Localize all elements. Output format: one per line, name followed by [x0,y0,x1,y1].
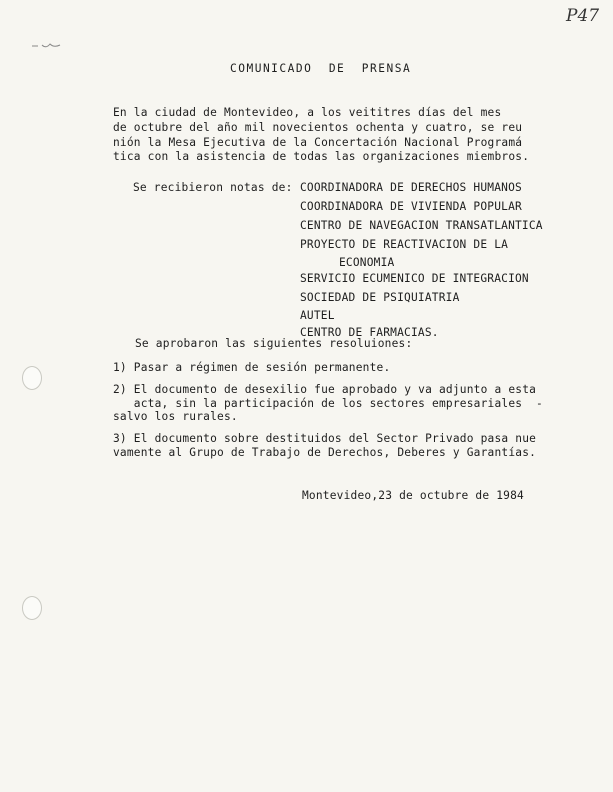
page-marker: P47 [566,6,600,26]
intro-line-3: nión la Mesa Ejecutiva de la Concertación Nacional Programá [113,136,523,149]
org-6: SOCIEDAD DE PSIQUIATRIA [300,291,460,304]
resolution-2-line-3: salvo los rurales. [113,410,238,423]
notes-lead: Se recibieron notas de: [133,181,293,194]
org-1: COORDINADORA DE DERECHOS HUMANOS [300,181,522,194]
resolution-1: 1) Pasar a régimen de sesión permanente. [113,361,391,374]
resolution-3-line-1: 3) El documento sobre destituidos del Sector Privado pasa nue [113,432,537,445]
document-title: COMUNICADO DE PRENSA [230,62,412,75]
resolution-2-line-1: 2) El documento de desexilio fue aprobado y va adjunto a esta [113,383,537,396]
intro-line-4: tica con la asistencia de todas las organizaciones miembros. [113,150,530,163]
intro-line-1: En la ciudad de Montevideo, a los veititres días del mes [113,106,502,119]
org-5: SERVICIO ECUMENICO DE INTEGRACION [300,272,529,285]
intro-line-2: de octubre del año mil novecientos ochenta y cuatro, se reu [113,121,523,134]
org-3: CENTRO DE NAVEGACION TRANSATLANTICA [300,219,543,232]
resolution-3-line-2: vamente al Grupo de Trabajo de Derechos, Deberes y Garantías. [113,446,537,459]
resolutions-lead: Se aprobaron las siguientes resoluiones: [135,337,413,350]
org-2: COORDINADORA DE VIVIENDA POPULAR [300,200,522,213]
org-4: PROYECTO DE REACTIVACION DE LA [300,238,509,251]
resolution-2-line-2: acta, sin la participación de los sectores empresariales - [113,397,543,410]
org-7: AUTEL [300,309,335,322]
binder-hole [22,596,42,620]
org-4-continued: ECONOMIA [339,256,395,269]
org-8: CENTRO DE FARMACIAS. [300,326,439,339]
signature-line: Montevideo,23 de octubre de 1984 [302,489,524,502]
binder-hole [22,366,42,390]
corner-mark [30,40,68,52]
